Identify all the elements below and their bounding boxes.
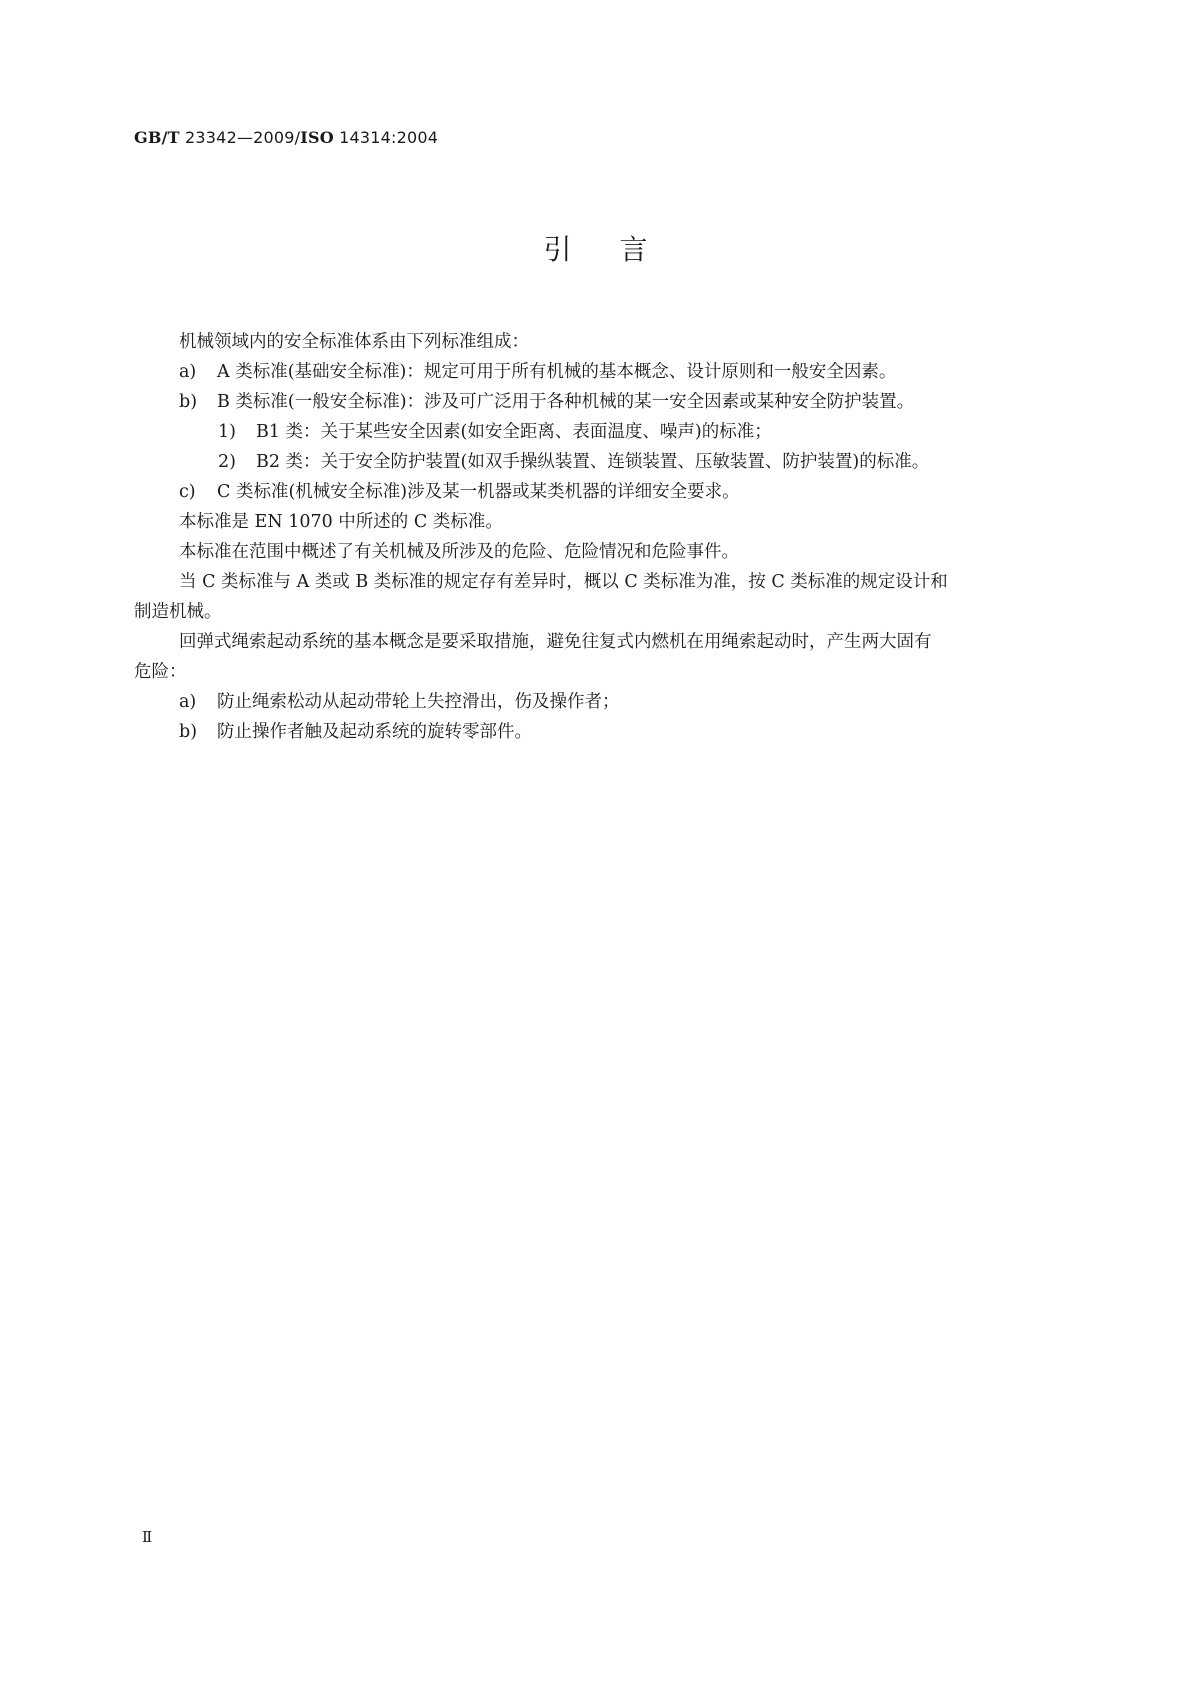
list-item-text: B 类标准(一般安全标准)：涉及可广泛用于各种机械的某一安全因素或某种安全防护装置。 bbox=[217, 392, 915, 412]
list-item-text: C 类标准(机械安全标准)涉及某一机器或某类机器的详细安全要求。 bbox=[217, 482, 740, 502]
paragraph-intro: 机械领域内的安全标准体系由下列标准组成： bbox=[179, 332, 529, 352]
header-iso-prefix: ISO bbox=[300, 128, 334, 147]
page-number: Ⅱ bbox=[142, 1528, 153, 1546]
sub-list-marker: 1) bbox=[218, 422, 236, 442]
header-gb-prefix: GB/T bbox=[134, 128, 180, 147]
body-text bbox=[134, 327, 1064, 747]
list-marker: c) bbox=[179, 482, 196, 502]
list-item-text: A 类标准(基础安全标准)：规定可用于所有机械的基本概念、设计原则和一般安全因素。 bbox=[217, 362, 897, 382]
list-item-text: 防止操作者触及起动系统的旋转零部件。 bbox=[217, 722, 532, 742]
paragraph: 本标准是 EN 1070 中所述的 C 类标准。 bbox=[179, 512, 503, 532]
sub-list-item-text: B2 类：关于安全防护装置(如双手操纵装置、连锁装置、压敏装置、防护装置)的标准。 bbox=[256, 452, 930, 472]
sub-list-item-text: B1 类：关于某些安全因素(如安全距离、表面温度、噪声)的标准； bbox=[256, 422, 772, 442]
list-item bbox=[134, 357, 1064, 387]
paragraph-wrapped-line-1: 当 C 类标准与 A 类或 B 类标准的规定存有差异时，概以 C 类标准为准，按 C 类标准的规定设计和 bbox=[179, 572, 948, 592]
sub-list-item bbox=[134, 417, 1064, 447]
paragraph-wrapped-line-2: 危险： bbox=[134, 662, 187, 682]
paragraph-wrapped-line-1: 回弹式绳索起动系统的基本概念是要采取措施，避免往复式内燃机在用绳索起动时，产生两大固有 bbox=[179, 632, 932, 652]
header-gb-number: 23342—2009/ bbox=[185, 128, 301, 147]
header-iso-number: 14314:2004 bbox=[339, 128, 439, 147]
list-marker: b) bbox=[179, 722, 198, 742]
sub-list-item bbox=[134, 447, 1064, 477]
paragraph: 本标准在范围中概述了有关机械及所涉及的危险、危险情况和危险事件。 bbox=[179, 542, 739, 562]
document-header bbox=[134, 128, 438, 147]
list-marker: a) bbox=[179, 692, 197, 712]
list-item bbox=[134, 687, 1064, 717]
paragraph-wrapped-line-2: 制造机械。 bbox=[134, 602, 222, 622]
section-title: 引言 bbox=[543, 233, 696, 266]
list-item bbox=[134, 387, 1064, 417]
list-item bbox=[134, 717, 1064, 747]
list-marker: b) bbox=[179, 392, 198, 412]
sub-list-marker: 2) bbox=[218, 452, 236, 472]
list-item-text: 防止绳索松动从起动带轮上失控滑出，伤及操作者； bbox=[217, 692, 620, 712]
list-item bbox=[134, 477, 1064, 507]
list-marker: a) bbox=[179, 362, 197, 382]
